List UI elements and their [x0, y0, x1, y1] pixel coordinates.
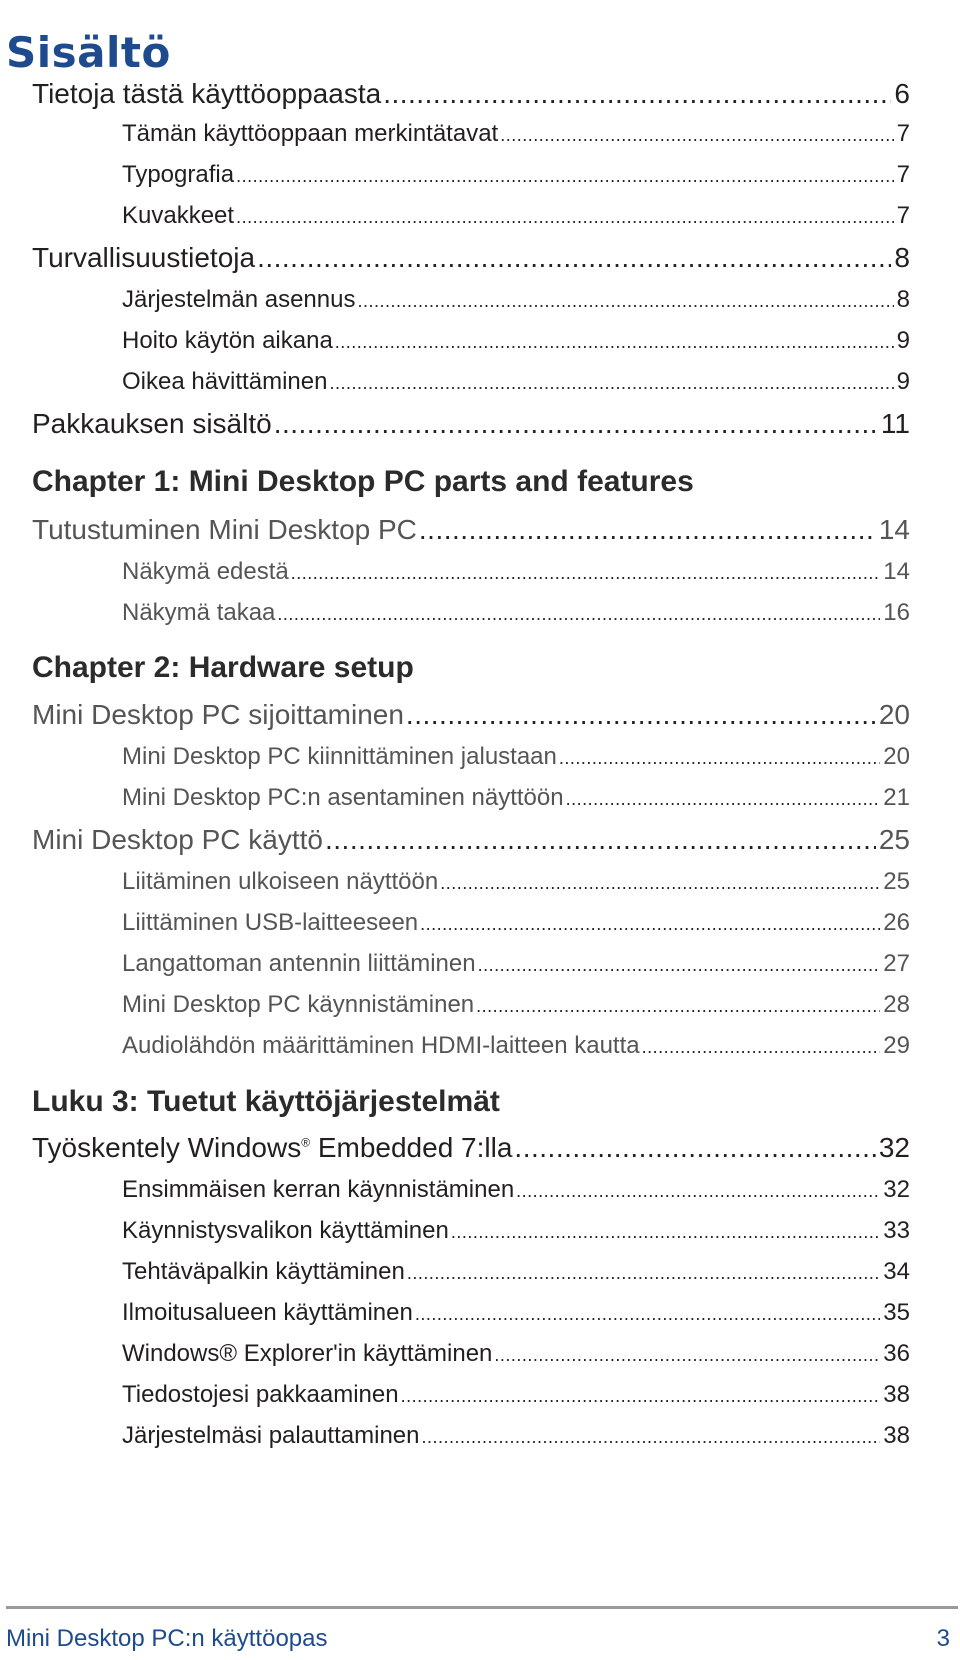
toc-page-number: 6	[894, 78, 910, 109]
toc-leader-dots	[291, 557, 881, 589]
toc-entry-text	[32, 1130, 512, 1166]
toc-entry-text: Näkymä edestä	[122, 558, 289, 585]
toc-leader-dots	[500, 119, 893, 151]
toc-page-number: 35	[883, 1299, 910, 1326]
toc-entry-text: Tämän käyttöoppaan merkintätavat	[122, 120, 499, 147]
toc-leader-dots	[357, 285, 893, 317]
toc-entry-text-part: Embedded 7:lla	[310, 1132, 513, 1163]
footer-page-number: 3	[936, 1625, 950, 1652]
toc-page-number: 8	[896, 286, 910, 313]
toc-leader-dots	[451, 1216, 880, 1248]
toc-entry[interactable]	[122, 1030, 910, 1063]
toc-page-number: 8	[894, 242, 910, 273]
toc-entry-text: Tietoja tästä käyttöoppaasta	[32, 78, 382, 109]
toc-entry-text: Tiedostojesi pakkaaminen	[122, 1381, 399, 1408]
toc-page-number: 36	[883, 1340, 910, 1367]
toc-leader-dots	[329, 367, 893, 399]
toc-entry-text: Audiolähdön määrittäminen HDMI-laitteen kautta	[122, 1032, 640, 1059]
toc-entry[interactable]	[122, 1174, 910, 1207]
toc-entry[interactable]	[122, 907, 910, 940]
toc-leader-dots	[325, 822, 876, 858]
registered-mark: ®	[301, 1135, 311, 1150]
toc-entry[interactable]	[122, 1297, 910, 1330]
toc-entry-text: Näkymä takaa	[122, 599, 276, 626]
toc-entry-text: Kuvakkeet	[122, 202, 235, 229]
toc-entry-text: Liittäminen USB-laitteeseen	[122, 909, 419, 936]
toc-page-number: 26	[883, 909, 910, 936]
toc-page-number: 11	[880, 408, 910, 439]
toc-entry-text: Turvallisuustietoja	[32, 242, 256, 273]
toc-entry-text: Mini Desktop PC kiinnittäminen jalustaan	[122, 743, 557, 770]
toc-page-number: 29	[883, 1032, 910, 1059]
toc-entry[interactable]	[122, 948, 910, 981]
toc-entry-text: Hoito käytön aikana	[122, 327, 333, 354]
toc-entry[interactable]	[122, 366, 910, 399]
toc-entry[interactable]	[32, 822, 910, 858]
toc-entry-text-part: Työskentely Windows	[32, 1132, 302, 1163]
toc-page-number: 33	[883, 1217, 910, 1244]
toc-entry[interactable]	[122, 866, 910, 899]
chapter-heading[interactable]: Luku 3: Tuetut käyttöjärjestelmät	[32, 1085, 500, 1118]
toc-leader-dots	[419, 512, 876, 548]
toc-leader-dots	[406, 697, 876, 733]
toc-entry[interactable]	[32, 406, 910, 442]
toc-entry-text: Ensimmäisen kerran käynnistäminen	[122, 1176, 515, 1203]
toc-entry[interactable]	[122, 1215, 910, 1248]
toc-entry[interactable]	[122, 782, 910, 815]
toc-entry-text: Mini Desktop PC käyttö	[32, 824, 323, 855]
toc-leader-dots	[407, 1257, 880, 1289]
toc-page-number: 34	[883, 1258, 910, 1285]
toc-entry-text: Käynnistysvalikon käyttäminen	[122, 1217, 449, 1244]
toc-entry-text: Järjestelmäsi palauttaminen	[122, 1422, 420, 1449]
toc-entry[interactable]	[32, 697, 910, 733]
toc-entry-text: Tutustuminen Mini Desktop PC	[32, 514, 417, 545]
toc-entry-text: Typografia	[122, 161, 235, 188]
toc-page-number: 20	[883, 743, 910, 770]
toc-entry-text: Mini Desktop PC:n asentaminen näyttöön	[122, 784, 564, 811]
toc-page-number: 9	[896, 368, 910, 395]
toc-leader-dots	[401, 1380, 881, 1412]
toc-page-number: 20	[878, 699, 910, 730]
toc-entry-text: Pakkauksen sisältö	[32, 408, 272, 439]
toc-page-number: 32	[878, 1132, 910, 1163]
toc-leader-dots	[236, 201, 894, 233]
toc-leader-dots	[421, 1421, 880, 1453]
toc-page-number: 7	[896, 120, 910, 147]
toc-leader-dots	[514, 1130, 875, 1166]
toc-entry[interactable]	[122, 741, 910, 774]
toc-entry[interactable]	[122, 1420, 910, 1453]
toc-entry-text: Tehtäväpalkin käyttäminen	[122, 1258, 405, 1285]
toc-entry-text: Langattoman antennin liittäminen	[122, 950, 476, 977]
toc-leader-dots	[383, 76, 891, 112]
toc-leader-dots	[236, 160, 894, 192]
toc-leader-dots	[566, 783, 881, 815]
footer-divider	[6, 1606, 958, 1609]
toc-leader-dots	[476, 990, 880, 1022]
toc-entry[interactable]	[32, 1130, 910, 1166]
toc-entry-text: Liitäminen ulkoiseen näyttöön	[122, 868, 439, 895]
toc-entry-text: Järjestelmän asennus	[122, 286, 356, 313]
toc-entry-text: Mini Desktop PC sijoittaminen	[32, 699, 404, 730]
toc-entry[interactable]	[122, 200, 910, 233]
toc-entry[interactable]	[32, 240, 910, 276]
toc-entry[interactable]	[122, 556, 910, 589]
toc-entry-text: Oikea hävittäminen	[122, 368, 328, 395]
toc-leader-dots	[274, 406, 878, 442]
toc-page-number: 14	[883, 558, 910, 585]
toc-page-number: 7	[896, 202, 910, 229]
chapter-heading[interactable]: Chapter 1: Mini Desktop PC parts and features	[32, 465, 694, 498]
toc-page-number: 32	[883, 1176, 910, 1203]
toc-page-number: 14	[878, 514, 910, 545]
toc-entry[interactable]	[32, 76, 910, 112]
toc-entry[interactable]	[122, 1256, 910, 1289]
toc-page-number: 38	[883, 1381, 910, 1408]
toc-page-number: 9	[896, 327, 910, 354]
toc-leader-dots	[516, 1175, 880, 1207]
toc-entry-text: Ilmoitusalueen käyttäminen	[122, 1299, 413, 1326]
toc-entry[interactable]	[122, 597, 910, 630]
toc-page-number: 21	[883, 784, 910, 811]
toc-leader-dots	[478, 949, 881, 981]
toc-entry[interactable]	[122, 159, 910, 192]
toc-entry-text: Windows® Explorer'in käyttäminen	[122, 1340, 493, 1367]
toc-entry[interactable]	[122, 1338, 910, 1371]
toc-page-number: 25	[883, 868, 910, 895]
toc-entry[interactable]	[32, 512, 910, 548]
toc-leader-dots	[335, 326, 894, 358]
toc-entry[interactable]	[122, 1379, 910, 1412]
toc-page-number: 28	[883, 991, 910, 1018]
toc-leader-dots	[494, 1339, 880, 1371]
toc-leader-dots	[559, 742, 880, 774]
chapter-heading[interactable]: Chapter 2: Hardware setup	[32, 651, 414, 684]
toc-leader-dots	[420, 908, 880, 940]
toc-page-number: 7	[896, 161, 910, 188]
toc-leader-dots	[277, 598, 880, 630]
toc-page-number: 25	[878, 824, 910, 855]
toc-entry[interactable]	[122, 325, 910, 358]
toc-leader-dots	[440, 867, 880, 899]
toc-entry[interactable]	[122, 284, 910, 317]
toc-leader-dots	[415, 1298, 880, 1330]
toc-page-number: 16	[883, 599, 910, 626]
page-title: Sisältö	[6, 28, 171, 78]
footer-title: Mini Desktop PC:n käyttöopas	[6, 1625, 328, 1652]
toc-entry[interactable]	[122, 118, 910, 151]
toc-entry-text: Mini Desktop PC käynnistäminen	[122, 991, 475, 1018]
toc-leader-dots	[642, 1031, 881, 1063]
toc-entry[interactable]	[122, 989, 910, 1022]
toc-page-number: 27	[883, 950, 910, 977]
toc-leader-dots	[257, 240, 891, 276]
toc-page-number: 38	[883, 1422, 910, 1449]
